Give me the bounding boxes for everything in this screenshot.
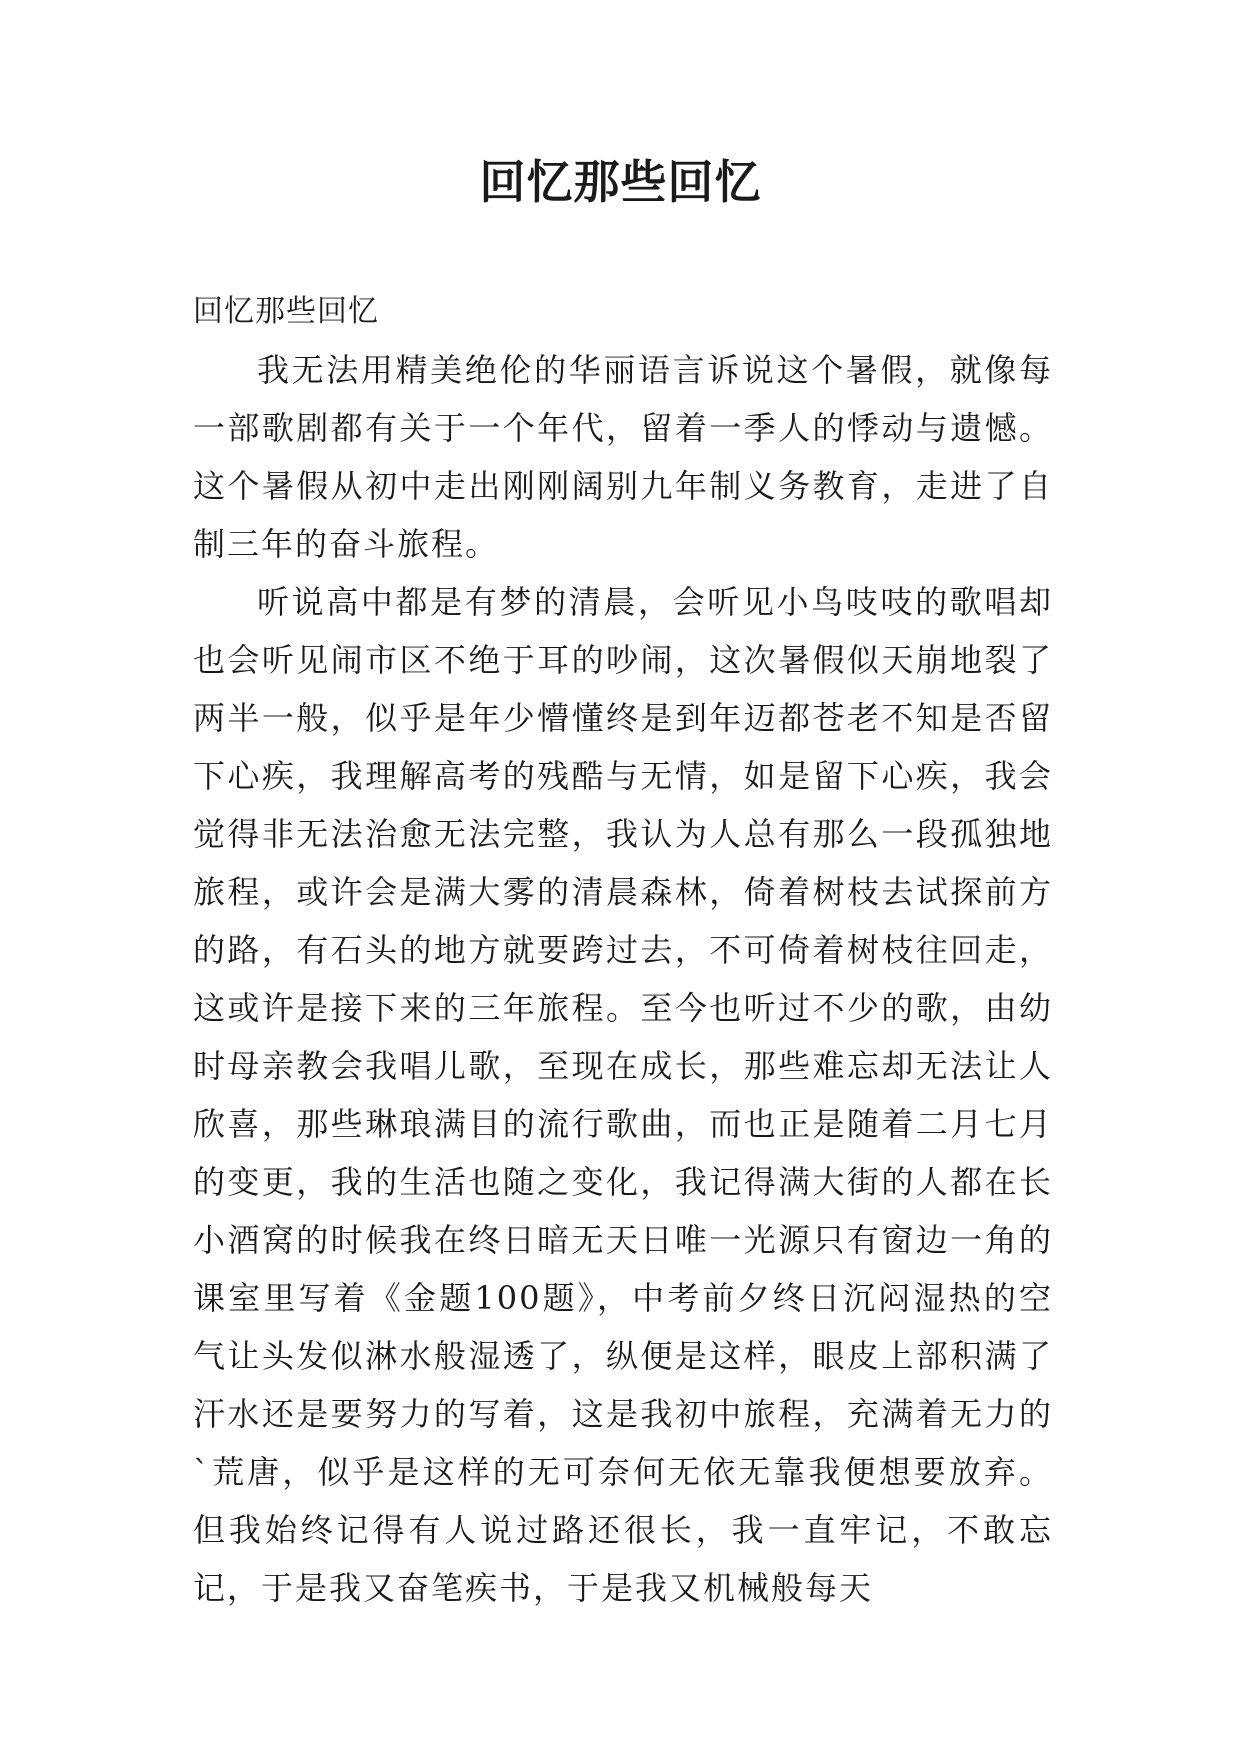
document-subtitle: 回忆那些回忆 [193,294,379,329]
paragraph-1: 我无法用精美绝伦的华丽语言诉说这个暑假，就像每一部歌剧都有关于一个年代，留着一季人的悸动与遗憾。这个暑假从初中走出刚刚阔别九年制义务教育，走进了自制三年的奋斗旅程。 [193,351,1053,563]
document-body [193,283,1053,1617]
document-title: 回忆那些回忆 [479,155,762,209]
paragraph-2: 听说高中都是有梦的清晨，会听见小鸟吱吱的歌唱却也会听见闹市区不绝于耳的吵闹，这次暑假似天崩地裂了两半一般，似乎是年少懵懂终是到年迈都苍老不知是否留下心疾，我理解高考的残酷与无情，如是留下心疾，我会觉得非无法治愈无法完整，我认为人总有那么一段孤独地旅程，或许会是满大雾的清晨森林，倚着树枝去试探前方的路，有石头的地方就要跨过去，不可倚着树枝往回走，这或许是接下来的三年旅程。至今也听过不少的歌，由幼时母亲教会我唱儿歌，至现在成长，那些难忘却无法让人欣喜，那些琳琅满目的流行歌曲，而也正是随着二月七月的变更，我的生活也随之变化，我记得满大街的人都在长小酒窝的时候我在终日暗无天日唯一光源只有窗边一角的课室里写着《金题100题》，中考前夕终日沉闷湿热的空气让头发似淋水般湿透了，纵便是这样，眼皮上部积满了汗水还是要努力的写着，这是我初中旅程，充满着无力的`荒唐，似乎是这样的无可奈何无依无靠我便想要放弃。但我始终记得有人说过路还很长，我一直牢记，不敢忘记，于是我又奋笔疾书，于是我又机械般每天 [193,583,1053,1607]
